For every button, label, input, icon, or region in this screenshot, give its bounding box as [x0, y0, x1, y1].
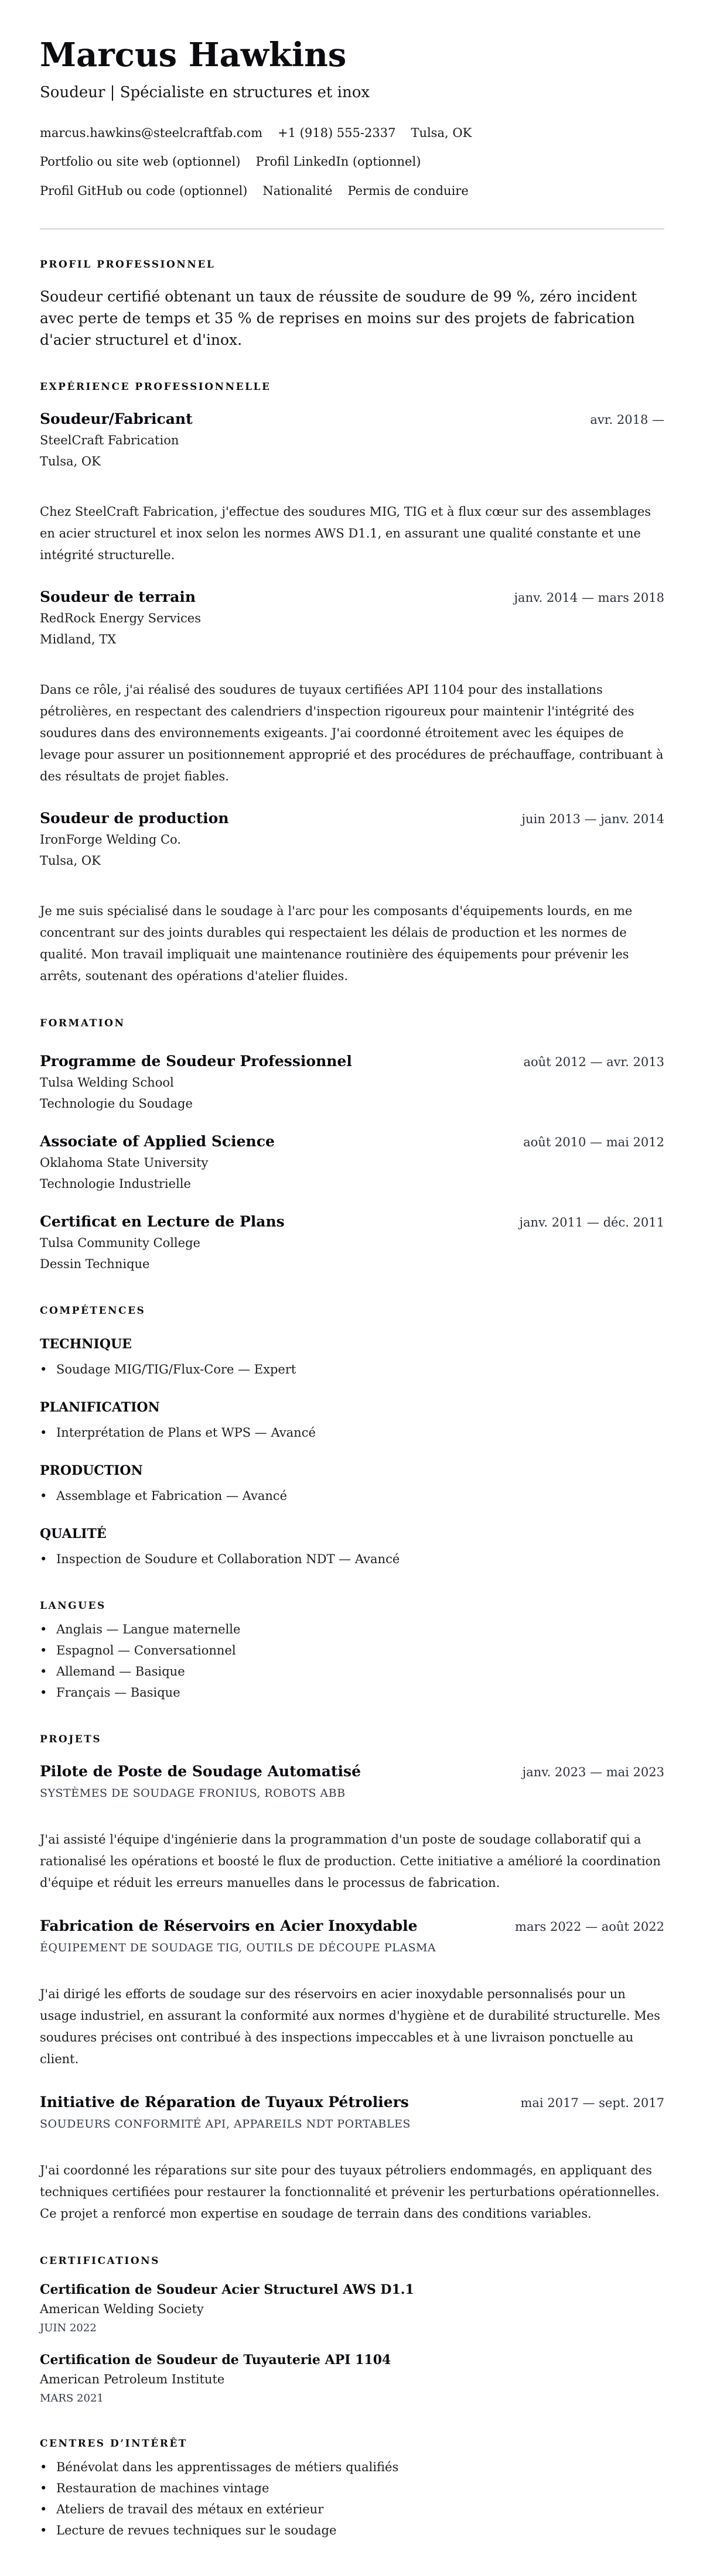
- section-title-projects: PROJETS: [40, 1734, 102, 1746]
- job-location: Midland, TX: [40, 632, 117, 647]
- skill-list: [40, 1549, 664, 1570]
- language-item: • Espagnol — Conversationnel: [40, 1640, 664, 1661]
- contact-nationality: Nationalité: [262, 183, 333, 198]
- project-description: J'ai dirigé les efforts de soudage sur des réservoirs en acier inoxydable personnalisés pour un usage industriel, en assurant la conformité aux normes d'hygiène et de durabilité structurelle. Mes soudures précises ont contribué à des inspections impeccables et à une livraison ponctuelle au client.: [40, 1987, 660, 2067]
- project-description: J'ai assisté l'équipe d'ingénierie dans la programmation d'un poste de soudage collaboratif qui a rationalisé les opérations et boosté le flux de production. Cette initiative a amélioré la coordination d'équipe et réduit les erreurs manuelles dans le processus de fabrication.: [40, 1832, 661, 1890]
- skill-list: [40, 1485, 664, 1506]
- section-title-interests: CENTRES D’INTÉRÊT: [40, 2438, 187, 2450]
- contact-location: Tulsa, OK: [411, 126, 472, 141]
- skill-item: • Interprétation de Plans et WPS — Avancé: [40, 1422, 664, 1443]
- degree-dates: janv. 2011 — déc. 2011: [519, 1215, 664, 1230]
- school-name: Tulsa Welding School: [40, 1075, 174, 1090]
- skill-item: • Soudage MIG/TIG/Flux-Core — Expert: [40, 1359, 664, 1380]
- job-description: Je me suis spécialisé dans le soudage à l'arc pour les composants d'équipements lourds, en me concentrant sur des joints durables qui respectaient les délais de production et les normes de qualité. Mon travail impliquait une maintenance routinière des équipements pour prévenir les arrêts, soutenant des opérations d'atelier fluides.: [40, 904, 633, 984]
- project-tech-tags: SYSTÈMES DE SOUDAGE FRONIUS, ROBOTS ABB: [40, 1787, 346, 1800]
- section-title-experience: EXPÉRIENCE PROFESSIONNELLE: [40, 381, 271, 393]
- job-company: IronForge Welding Co.: [40, 833, 181, 847]
- skill-group-title: QUALITÉ: [40, 1526, 107, 1542]
- degree-dates: août 2012 — avr. 2013: [523, 1055, 664, 1070]
- job-dates: janv. 2014 — mars 2018: [514, 591, 664, 605]
- section-title-education: FORMATION: [40, 1018, 125, 1030]
- job-company: RedRock Energy Services: [40, 611, 201, 626]
- skill-group-title: PRODUCTION: [40, 1463, 143, 1479]
- skill-item: • Inspection de Soudure et Collaboration NDT — Avancé: [40, 1549, 664, 1570]
- certification-date: MARS 2021: [40, 2392, 104, 2405]
- experience-item: [40, 810, 664, 987]
- job-description: Chez SteelCraft Fabrication, j'effectue des soudures MIG, TIG et à flux cœur sur des assemblages en acier structurel et inox selon les normes AWS D1.1, en assurant une qualité constante et une intégrité structurelle.: [40, 505, 651, 563]
- language-item: • Allemand — Basique: [40, 1661, 664, 1682]
- school-name: Tulsa Community College: [40, 1236, 200, 1251]
- section-title-skills: COMPÉTENCES: [40, 1305, 146, 1317]
- section-projects: [40, 1734, 664, 2225]
- job-title: Soudeur de terrain: [40, 588, 196, 606]
- job-company: SteelCraft Fabrication: [40, 433, 179, 448]
- section-interests: [40, 2438, 664, 2541]
- certification-item: [40, 2282, 664, 2337]
- contact-row-primary: [40, 125, 664, 141]
- candidate-headline: Soudeur | Spécialiste en structures et inox: [40, 84, 370, 102]
- candidate-name: Marcus Hawkins: [40, 36, 347, 74]
- interest-item: • Bénévolat dans les apprentissages de métiers qualifiés: [40, 2457, 664, 2478]
- interest-list: [40, 2457, 664, 2541]
- section-summary: [40, 259, 664, 351]
- contact-driving-license: Permis de conduire: [347, 183, 469, 198]
- contact-row-extra: [40, 183, 664, 199]
- project-name: Pilote de Poste de Soudage Automatisé: [40, 1763, 361, 1780]
- summary-text: Soudeur certifié obtenant un taux de réussite de soudure de 99 %, zéro incident avec perte de temps et 35 % de reprises en moins sur des projets de fabrication d'acier structurel et d'inox.: [40, 288, 637, 349]
- header-divider: [40, 228, 664, 229]
- experience-item: [40, 410, 664, 566]
- skill-group-title: PLANIFICATION: [40, 1400, 160, 1416]
- interest-item: • Lecture de revues techniques sur le soudage: [40, 2520, 664, 2541]
- project-dates: mai 2017 — sept. 2017: [520, 2096, 664, 2111]
- section-languages: [40, 1600, 664, 1703]
- job-description: Dans ce rôle, j'ai réalisé des soudures de tuyaux certifiées API 1104 pour des installations pétrolières, en respectant des calendriers d'inspection rigoureux pour maintenir l'intégrité des soudures dans des environnements exigeants. J'ai coordonné étroitement avec les équipes de levage pour assurer un positionnement approprié et des procédures de préchauffage, contribuant à des résultats de projet fiables.: [40, 683, 664, 784]
- study-field: Technologie Industrielle: [40, 1177, 191, 1191]
- education-item: [40, 1213, 664, 1275]
- project-name: Initiative de Réparation de Tuyaux Pétroliers: [40, 2094, 409, 2111]
- job-title: Soudeur de production: [40, 810, 229, 827]
- project-name: Fabrication de Réservoirs en Acier Inoxydable: [40, 1917, 418, 1935]
- section-title-summary: PROFIL PROFESSIONNEL: [40, 259, 216, 271]
- job-location: Tulsa, OK: [40, 854, 101, 868]
- section-certifications: [40, 2255, 664, 2407]
- project-item: [40, 1917, 664, 2070]
- language-item: • Anglais — Langue maternelle: [40, 1619, 664, 1640]
- degree-title: Programme de Soudeur Professionnel: [40, 1053, 352, 1070]
- section-title-languages: LANGUES: [40, 1600, 106, 1612]
- section-skills: [40, 1305, 664, 1570]
- project-item: [40, 2094, 664, 2225]
- certification-name: Certification de Soudeur de Tuyauterie API 1104: [40, 2352, 391, 2368]
- certification-date: JUIN 2022: [40, 2322, 97, 2335]
- study-field: Dessin Technique: [40, 1257, 150, 1272]
- school-name: Oklahoma State University: [40, 1156, 209, 1170]
- certification-name: Certification de Soudeur Acier Structurel AWS D1.1: [40, 2282, 414, 2298]
- study-field: Technologie du Soudage: [40, 1097, 193, 1111]
- project-tech-tags: ÉQUIPEMENT DE SOUDAGE TIG, OUTILS DE DÉCOUPE PLASMA: [40, 1941, 436, 1955]
- certification-issuer: American Welding Society: [40, 2302, 204, 2317]
- project-tech-tags: SOUDEURS CONFORMITÉ API, APPAREILS NDT PORTABLES: [40, 2118, 411, 2131]
- degree-dates: août 2010 — mai 2012: [523, 1135, 664, 1150]
- contact-row-links: [40, 154, 664, 170]
- education-item: [40, 1053, 664, 1114]
- certification-item: [40, 2352, 664, 2407]
- contact-github-link[interactable]: Profil GitHub ou code (optionnel): [40, 183, 248, 198]
- skill-list: [40, 1359, 664, 1380]
- project-description: J'ai coordonné les réparations sur site pour des tuyaux pétroliers endommagés, en appliquant des techniques certifiées pour restaurer la fonctionnalité et prévenir les perturbations opérationnelles. Ce projet a renforcé mon expertise en soudage de terrain dans des conditions variables.: [40, 2163, 660, 2221]
- language-list: [40, 1619, 664, 1703]
- section-experience: [40, 381, 664, 987]
- degree-title: Associate of Applied Science: [40, 1133, 275, 1150]
- contact-email[interactable]: marcus.hawkins@steelcraftfab.com: [40, 126, 263, 141]
- project-item: [40, 1763, 664, 1894]
- contact-portfolio-link[interactable]: Portfolio ou site web (optionnel): [40, 155, 241, 169]
- project-dates: mars 2022 — août 2022: [515, 1920, 664, 1934]
- project-dates: janv. 2023 — mai 2023: [522, 1765, 664, 1780]
- job-location: Tulsa, OK: [40, 454, 101, 469]
- degree-title: Certificat en Lecture de Plans: [40, 1213, 285, 1231]
- job-dates: juin 2013 — janv. 2014: [521, 812, 664, 827]
- contact-phone[interactable]: +1 (918) 555-2337: [278, 126, 396, 141]
- section-title-certifications: CERTIFICATIONS: [40, 2255, 160, 2267]
- section-education: [40, 1018, 664, 1275]
- certification-issuer: American Petroleum Institute: [40, 2372, 225, 2387]
- language-item: • Français — Basique: [40, 1682, 664, 1703]
- job-dates: avr. 2018 —: [590, 413, 664, 427]
- skill-list: [40, 1422, 664, 1443]
- interest-item: • Ateliers de travail des métaux en extérieur: [40, 2499, 664, 2520]
- interest-item: • Restauration de machines vintage: [40, 2478, 664, 2499]
- experience-item: [40, 588, 664, 787]
- job-title: Soudeur/Fabricant: [40, 410, 193, 428]
- resume-header: [40, 36, 664, 199]
- skill-group-title: TECHNIQUE: [40, 1337, 132, 1352]
- contact-linkedin-link[interactable]: Profil LinkedIn (optionnel): [255, 155, 421, 169]
- skill-item: • Assemblage et Fabrication — Avancé: [40, 1485, 664, 1506]
- education-item: [40, 1133, 664, 1194]
